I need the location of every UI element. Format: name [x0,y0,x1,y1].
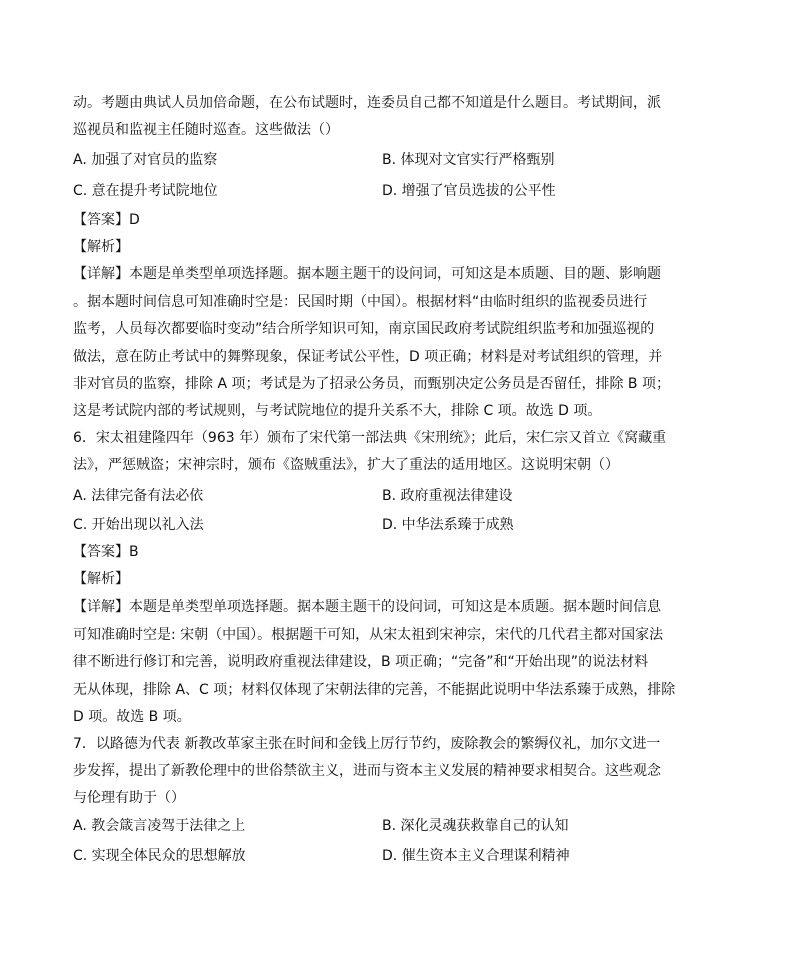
q5-option-d: D. 增强了官员选拔的公平性 [382,183,556,199]
q5-stem-line-2: 巡视员和监视主任随时巡查。这些做法（） [73,122,339,138]
q7-stem-line-3: 与伦理有助于（） [73,790,185,806]
q5-analysis-label: 【解析】 [73,239,129,255]
q6-detail-line-1: 【详解】本题是单类型单项选择题。据本题主题干的设问词，可知这是本质题。据本题时间信息 [73,599,661,615]
q6-stem-line-1: 6．宋太祖建隆四年（963 年）颁布了宋代第一部法典《宋刑统》；此后，宋仁宗又首立《窝藏重 [73,430,667,446]
q6-detail-line-5: D 项。故选 B 项。 [73,709,191,725]
q6-detail-line-4: 无从体现，排除 A、C 项；材料仅体现了宋朝法律的完善，不能据此说明中华法系臻于成熟，排除 [73,682,676,698]
q6-analysis-label: 【解析】 [73,571,129,587]
q6-stem-line-2: 法》，严惩贼盗；宋神宗时，颁布《盗贼重法》，扩大了重法的适用地区。这说明宋朝（） [73,457,619,473]
q5-stem-line-1: 动。考题由典试人员加倍命题，在公布试题时，连委员自己都不知道是什么题目。考试期间，派 [73,95,661,111]
q5-detail-line-5: 非对官员的监察，排除 A 项；考试是为了招录公务员，而甄别决定公务员是否留任，排除 B 项； [73,376,670,392]
q7-option-d: D. 催生资本主义合理谋利精神 [382,848,570,864]
q5-option-b: B. 体现对文官实行严格甄别 [382,152,555,168]
q6-answer: 【答案】B [73,544,139,560]
q5-detail-line-1: 【详解】本题是单类型单项选择题。据本题主题干的设问词，可知这是本质题、目的题、影响题 [73,266,661,282]
q7-option-a: A. 教会箴言凌驾于法律之上 [73,818,246,834]
q5-detail-line-4: 做法，意在防止考试中的舞弊现象，保证考试公平性，D 项正确；材料是对考试组织的管理，并 [73,349,663,365]
q5-option-c: C. 意在提升考试院地位 [73,183,218,199]
q6-option-b: B. 政府重视法律建设 [382,488,513,504]
q6-option-d: D. 中华法系臻于成熟 [382,517,514,533]
q5-option-a: A. 加强了对官员的监察 [73,152,218,168]
q7-option-b: B. 深化灵魂获救靠自己的认知 [382,818,569,834]
q7-stem-line-2: 步发挥，提出了新教伦理中的世俗禁欲主义，进而与资本主义发展的精神要求相契合。这些观念 [73,763,661,779]
q6-detail-line-2: 可知准确时空是: 宋朝（中国）。根据题干可知，从宋太祖到宋神宗，宋代的几代君主都对国家法 [73,627,664,643]
q5-detail-line-2: 。据本题时间信息可知准确时空是：民国时期（中国）。根据材料“由临时组织的监视委员进行 [73,294,648,310]
q6-detail-line-3: 律不断进行修订和完善，说明政府重视法律建设，B 项正确；“完备”和“开始出现”的说法材料 [73,654,649,670]
q6-option-c: C. 开始出现以礼入法 [73,517,204,533]
q5-detail-line-6: 这是考试院内部的考试规则，与考试院地位的提升关系不大，排除 C 项。故选 D 项。 [73,403,602,419]
q5-detail-line-3: 监考，人员每次都要临时变动”结合所学知识可知，南京国民政府考试院组织监考和加强巡视的 [73,321,655,337]
q7-stem-line-1: 7．以路德为代表 新教改革家主张在时间和金钱上厉行节约，废除教会的繁缛仪礼，加尔文进一 [73,736,661,752]
q5-answer: 【答案】D [73,212,140,228]
q6-option-a: A. 法律完备有法必依 [73,488,204,504]
q7-option-c: C. 实现全体民众的思想解放 [73,848,246,864]
